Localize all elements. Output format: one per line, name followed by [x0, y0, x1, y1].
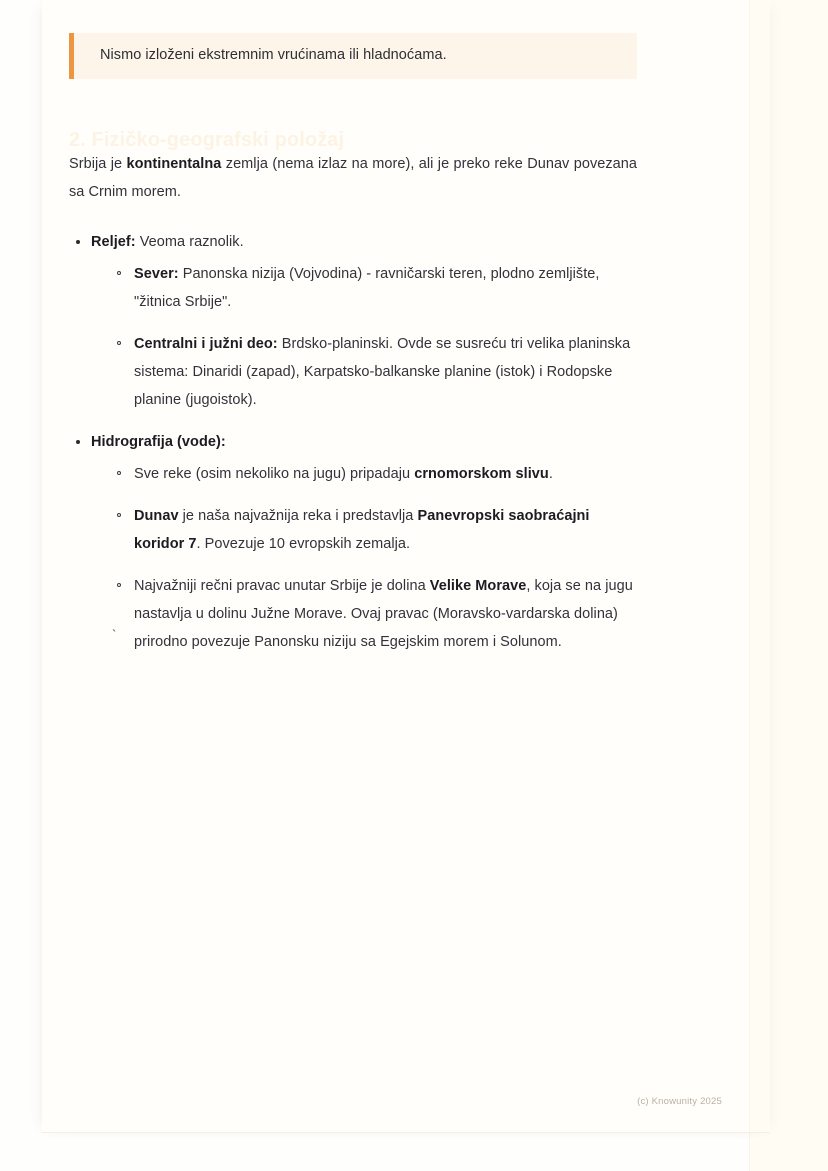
callout-text: Nismo izloženi ekstremnim vrućinama ili hladnoćama. — [100, 47, 447, 63]
outline-item-heading — [91, 434, 226, 450]
inline-bold-run: crnomorskom slivu — [414, 466, 549, 482]
list-item — [109, 460, 637, 488]
outline-item-text: Veoma raznolik. — [135, 234, 244, 250]
list-spacer — [69, 414, 637, 428]
section-heading: 2. Fizičko-geografski položaj — [69, 128, 345, 151]
lead-part-2: zemlja (nema izlaz na more), ali je preko reke Dunav povezana sa Crnim morem. — [69, 156, 637, 200]
inline-text-run: , koja se na jugu nastavlja u dolinu Južne Morave. Ovaj pravac (Moravsko-vardarska dolina) prirodno povezuje Panonsku niziju sa Egejskim morem i Solunom. — [134, 578, 633, 650]
inline-text-run: Najvažniji rečni pravac unutar Srbije je dolina — [134, 578, 430, 594]
page-right-tint — [750, 0, 770, 1133]
outline-item-label: Reljef: — [91, 234, 136, 250]
inline-bold-run: Dunav — [134, 508, 179, 524]
sub-item-text: Panonska nizija (Vojvodina) - ravničarski teren, plodno zemljište, "žitnica Srbije". — [134, 266, 600, 310]
document-page — [42, 0, 770, 1133]
bullet-circle-icon — [117, 513, 121, 517]
sub-item-text: Brdsko-planinski. Ovde se susreću tri velika planinska sistema: Dinaridi (zapad), Karpatsko-balkanske planine (istok) i Rodopske planine (jugoistok). — [134, 336, 631, 408]
sub-item-line — [134, 502, 637, 558]
sub-item-line — [134, 260, 637, 316]
outline-sublist — [91, 460, 637, 656]
sub-item-line — [134, 572, 637, 656]
stray-backtick-artifact: ` — [112, 627, 117, 642]
footer-copyright: (c) Knowunity 2025 — [637, 1095, 722, 1107]
inline-bold-run: Velike Morave — [429, 578, 527, 594]
outline-sublist — [91, 260, 637, 414]
bullet-disc-icon — [76, 440, 80, 444]
inline-text-run: je naša najvažnija reka i predstavlja — [178, 508, 418, 524]
body-block — [69, 150, 637, 656]
list-item — [69, 428, 637, 656]
outline-item-label: Hidrografija (vode): — [91, 434, 226, 450]
lead-bold-kontinentalna: kontinentalna — [126, 156, 222, 172]
list-item — [109, 502, 637, 558]
bullet-circle-icon — [117, 341, 121, 345]
inline-text-run: . Povezuje 10 evropskih zemalja. — [196, 536, 411, 552]
list-item — [69, 228, 637, 414]
outline-list — [69, 228, 637, 656]
sub-item-line — [134, 330, 637, 414]
list-item — [109, 330, 637, 414]
bullet-circle-icon — [117, 271, 121, 275]
bullet-circle-icon — [117, 583, 121, 587]
lead-part-1: Srbija je — [69, 156, 127, 172]
callout-block — [69, 33, 637, 79]
list-item — [109, 572, 637, 656]
inline-text-run: Sve reke (osim nekoliko na jugu) pripadaju — [134, 466, 415, 482]
bullet-circle-icon — [117, 471, 121, 475]
list-item — [109, 260, 637, 316]
sub-item-bold-lead: Centralni i južni deo: — [134, 336, 278, 352]
sub-item-bold-lead: Sever: — [134, 266, 179, 282]
inline-bold-run: Panevropski saobraćajni koridor 7 — [134, 508, 590, 552]
inline-text-run: . — [548, 466, 553, 482]
page-content — [42, 0, 750, 1133]
lead-paragraph — [69, 150, 637, 206]
outline-item-heading — [91, 234, 244, 250]
sub-item-line — [134, 460, 637, 488]
bullet-disc-icon — [76, 240, 80, 244]
